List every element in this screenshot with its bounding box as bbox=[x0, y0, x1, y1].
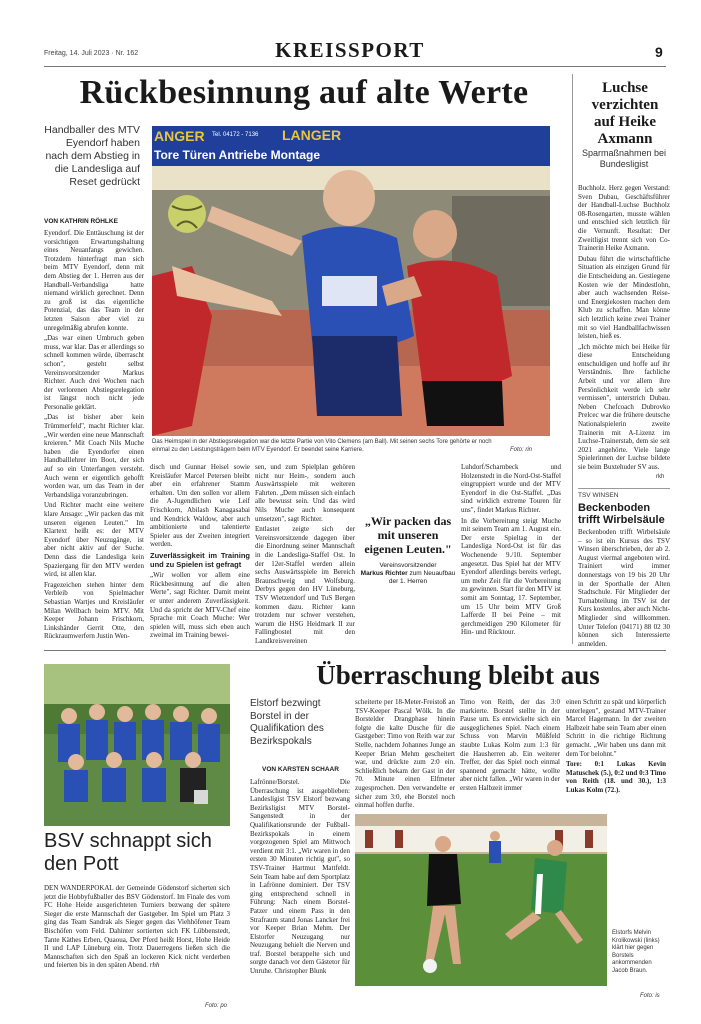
lead-paragraph: „Das ist bisher aber kein Trümmerfeld", macht Richter klar. „Wir werden eine neue Mannschaft kreieren." Mit Coach Nils Muche haben die Eyendorfer einen Handballlehrer im Boot, der sich auf so ein Unterfangen versteht. Auch wenn er eigentlich gehofft worden war, um das Team in der Verbandsliga voranzubringen. bbox=[44, 413, 144, 499]
football-photo bbox=[355, 814, 607, 986]
sidebar-paragraph: Dubau führt die wirtschaftliche Situation als einzigen Grund für die Entscheidung an. Gestiegene Kosten wie der Mindestlohn, aber auch wachsenden Reise- und Energiekosten machen dem Klub zu schaffen. Man könne sich letztlich keine zwei Trainer mit so viel Handballfachwissen leisten, hieß es. bbox=[578, 254, 670, 341]
brief-headline: Beckenboden trifft Wirbelsäule bbox=[578, 502, 665, 526]
bsv-text: DEN WANDERPOKAL der Gemeinde Gödenstorf sicherten sich jetzt die Hobbyfußballer des BSV Gödenstorf. Im Finale des vom FC Hohe Heide ausgerichteten Turniers bezwang der spätere Sieger die erste Mannschaft der Gastgeber. Im Spiel um Platz 3 ging das Team Sandrak als Sieger gegen das Viehhöfener Team Bischöfen vom Feld. Dahinter sortierten sich FK Lübbenstedt, Tante Käthes Erben, Quaoua, Der Pferd heißt Horst, Hohe Heide II und LAP Lüneburg ein. Trotz Dauerregens ließen sich die Mannschaften sich den Spaß an lockeren Kick nicht verderben und feierten bis in den späten Abend. bbox=[44, 884, 230, 970]
banner-slogan: Tore Türen Antriebe Montage bbox=[154, 148, 321, 162]
sidebar-brief-rule bbox=[578, 488, 670, 489]
second-goals: Tore: 0:1 Lukas Kevin Matuschek (5.), 0:2 und 0:3 Timo von Reith (18. und 30.), 1:3 Lukas Kolm (72.). bbox=[566, 760, 666, 794]
lead-column-4 bbox=[461, 463, 561, 641]
pull-quote-attribution bbox=[360, 562, 456, 586]
lead-photo-caption-text: Das Heimspiel in der Abstiegsrelegation war die letzte Partie von Vito Clemens (am Ball). Mit seinen sechs Tore gehörte er noch einmal zu den Leistungsträgern beim MTV Eyendorf. Er beendet seine Karriere. bbox=[152, 439, 492, 453]
pull-quote bbox=[360, 514, 456, 586]
lead-paragraph: Fragezeichen stehen hinter dem Verbleib von Spielmacher Sebastian Wartjes und Kreisläufer Milan Wellbach beim MTV. Mit Keeper Johann Frischkorn, Linkshänder Gerrit Otte, den Rückraumwerfern Justin Wen- bbox=[44, 580, 144, 641]
team-photo-illustration bbox=[44, 664, 230, 826]
handball-photo-illustration bbox=[152, 126, 550, 436]
lead-byline: VON KATHRIN RÖHLKE bbox=[44, 218, 118, 225]
second-column-4 bbox=[566, 698, 666, 810]
bsv-credit: rhh bbox=[149, 961, 160, 970]
lead-paragraph: Luhdorf/Scharnbeck und Holzenstedt in die Nord-Ost-Staffel eingruppiert wurde und der MTV Eyendorf in die Ost-Staffel. „Das sind wirklich extreme Touren für uns", findet Markus Richter. bbox=[461, 463, 561, 514]
second-deck: Elstorf bezwingt Borstel in der Qualifikation des Bezirkspokals bbox=[250, 698, 324, 747]
second-paragraph: Lafrönne/Borstel. Die Überraschung ist ausgeblieben: Landesligist TSV Elstorf bezwang Bezirksligist MTV Borstel-Sangenstedt in der Qualifikationsrunde der Fußball-Bezirkspokals in einem vorgezogenen Spiel am Mittwoch verdient mit 3:1. „Wir waren in den ersten 30 Minuten richtig gut", so TSV-Trainer Hartmut Mattfeldt. Sein Team habe auf dem Sportplatz in Lafrönne dominiert. Der TSV ging entsprechend schnell in Führung: Nach einem Borstel-Patzer und einem Pass in den Strafraum stand Jonas Lancker frei vor Keeper Brian Mehm. Der Elstorfer Neuzugang nur Neuzugang behielt die Nerven und traf. Borstel berappelte sich und sorgte danach vor dem Gästetor für Unruhe. Christopher Blunk bbox=[250, 778, 350, 976]
lead-paragraph: In die Vorbereitung steigt Muche mit seinem Team am 1. August ein. Der erste Spieltag in der Landesliga Nord-Ost ist für das Wochenende 9./10. September angesetzt. Das Spiel hat der MTV Eyendorf allerdings bereits verlegt, um mehr Zeit für die Vorbereitung zu gewinnen. Start für den MTV ist somit am Sonntag, 17. September, um 15 Uhr beim MTV Groß Lafferde II bei Peine – mit gerchmeidigen 290 Kilometer für Hin- und Rücktour. bbox=[461, 516, 561, 637]
banner-phone: Tel. 04172 - 7136 bbox=[212, 132, 259, 138]
lead-paragraph: sen, und zum Spielplan gehören nicht nur Heim-, sondern auch Auswärtsspiele mit weiteren Fahrten. „Dem müssen sich einfach alle bewusst sein. Und das wird Nils Muche auch konsequent umsetzen", sagt Richter. bbox=[255, 463, 355, 523]
lead-column-1 bbox=[44, 229, 144, 639]
lead-paragraph: „Wir wollen vor allem eine Rückbesinnung auf die alten Werte", sagt Richter. Damit meint er unter anderem Zuverlässigkeit. Und da spricht der MTV-Chef eine Sprache mit Coach Muche: Wer spielen will, muss sich eben auch zweimal im Training bewei- bbox=[150, 571, 250, 640]
dateline: Freitag, 14. Juli 2023 · Nr. 162 bbox=[44, 50, 139, 57]
second-headline: Überraschung bleibt aus bbox=[316, 660, 600, 690]
lead-photo-credit: Foto: rin bbox=[510, 447, 533, 453]
football-photo-credit: Foto: is bbox=[640, 993, 660, 999]
bsv-paragraph bbox=[44, 884, 230, 970]
bsv-headline: BSV schnappt sich den Pott bbox=[44, 830, 212, 875]
football-photo-illustration bbox=[355, 814, 607, 986]
pull-quote-role: Vereinsvorsitzender bbox=[379, 562, 437, 569]
section-title: KREISSPORT bbox=[275, 38, 425, 62]
brief-body bbox=[578, 528, 670, 648]
lead-paragraph: „Das war einen Umbruch geben muss, war klar. Das er allerdings so schnell kommen würde, überrascht schon", gesteht selbst Vereinsvorsitzender Markus Richter. Auch drei Wochen nach der verlorenen Abstiegsrelegation ist längst noch nicht jede Personalie geklärt. bbox=[44, 334, 144, 411]
sidebar-paragraph: Buchholz. Herz gegen Verstand: Sven Dubau, Geschäftsführer der Handball-Luchse Buchholz 08-Rosengarten, musste wählen und entschied sich letztlich für die Vernunft. Resultat: Der Zweitligist trennt sich von Co-Trainerin Heike Axmann. bbox=[578, 184, 670, 253]
second-column-3 bbox=[460, 698, 560, 810]
lead-paragraph: Und Richter macht eine weitere klare Ansage: „Wir packen das mit unseren eigenen Leuten." Im Klartext heißt es: der MTV Eyendorf über Neuzugänge, ist aber nicht aktiv auf der Suche. Denn dass die Landesliga kein Spaziergang für den MTV werden wird, ist allen klar. bbox=[44, 501, 144, 579]
lead-photo-caption bbox=[152, 439, 507, 454]
second-paragraph: Timo von Reith, der das 3:0 markierte. Borstel stellte in der Pause um. Es entwickelte sich ein ausgeglichenes Spiel. Nach einem Schuss von Marvin Müßfeld staubte Lukas Kolm zum 1:3 für die Hausherren ab. Ein weiterer Treffer, der das Spiel noch einmal spannend gemacht hätte, wollte aber nicht fallen. „Wir waren in der ersten Halbzeit immer bbox=[460, 698, 560, 792]
pull-quote-text: „Wir packen das mit unseren eigenen Leuten." bbox=[364, 514, 452, 556]
football-photo-caption: Elstorfs Melvin Krolikowski (links) klärt hier gegen Borstels ankommenden Jacob Braun. bbox=[612, 930, 660, 974]
second-column-1 bbox=[250, 778, 350, 1008]
lead-deck: Handballer des MTV Eyendorf haben nach dem Abstieg in die Landesliga auf Reset gedrückt bbox=[44, 124, 140, 188]
sidebar-credit: rkh bbox=[656, 474, 665, 480]
banner-right-text: LANGER bbox=[282, 127, 342, 143]
header-rule bbox=[44, 66, 666, 67]
lead-headline: Rückbesinnung auf alte Werte bbox=[79, 74, 529, 111]
page-number: 9 bbox=[655, 44, 663, 60]
brief-rubric: TSV WINSEN bbox=[578, 492, 619, 499]
pull-quote-tail: zum Neuaufbau der 1. Herren bbox=[388, 570, 456, 585]
lead-paragraph: Eyendorf. Die Enttäuschung ist der vorsichtigen Erwartungshaltung eines Neuanfangs gewichen. Trotzdem hinterfragt man sich beim MTV Eyendorf, denn mit dem Abstieg der 1. Herren aus der Handball-Verbandsliga hatte niemand wirklich gerechnet. Denn zu groß ist das eigentliche Potenzial, das das Team in der letzten Saison aber viel zu unregelmäßig abrufen konnte. bbox=[44, 229, 144, 332]
second-paragraph: scheiterte per 18-Meter-Freistoß an TSV-Keeper Pascal Wölk. In die Borstelder Drangphase hinein folgte die kalte Dusche für die Gastgeber: Timo von Reith war zur Stelle, nachdem Johannes Junge an Keeper Brian Mehm gescheitert war, und drückte zum 2:0 ein. Schließlich bekam der Gast in der 70. Minute einen Elfmeter zugesprochen. Den verwandelte er sicher zum 3:0, ehe Borstel noch einmal hoffen durfte. bbox=[355, 698, 455, 810]
second-column-2 bbox=[355, 698, 455, 810]
sidebar-subtitle: Sparmaßnahmen bei Bundesligist bbox=[581, 148, 667, 169]
banner-left-text: ANGER bbox=[154, 128, 205, 144]
bsv-body bbox=[44, 884, 230, 1002]
team-photo bbox=[44, 664, 230, 826]
sidebar-paragraph: „Ich möchte mich bei Heike für diese Entscheidung entschuldigen und hoffe auf ihr Verständnis. Ihre fachliche Arbeit und vor allem ihre Persönlichkeit werde ich sehr vermissen", unterstrich Dubau. Neben Chefcoach Dubrovko Prelcec war die frühere deutsche Nationalspielerin zweite Trainerin mit A-Lizenz im Luchse-Trainerstab, dem sie seit 2021 angehörte. Viele lange Spielerinnen der Luchse bildete sie beim Buxtehuder SV aus. bbox=[578, 342, 670, 471]
lead-column-3 bbox=[255, 463, 355, 645]
team-photo-credit: Foto: po bbox=[205, 1003, 228, 1009]
second-byline: VON KARSTEN SCHAAR bbox=[262, 766, 339, 773]
second-paragraph: einen Schritt zu spät und körperlich unterlegen", gestand MTV-Trainer Marcel Hagemann. In der zweiten Halbzeit habe sein Team aber einen Schritt in die richtige Richtung gemacht. „Wir haben uns dann mit dem Tor belohnt." bbox=[566, 698, 666, 758]
sidebar-divider bbox=[572, 74, 573, 644]
pull-quote-name: Markus Richter bbox=[360, 570, 408, 577]
sidebar-headline: Luchse verzichten auf Heike Axmann bbox=[591, 80, 659, 147]
brief-paragraph: Beckenboden trifft Wirbelsäule – so ist ein Kursus des TSV Winsen überschrieben, der ab 2. August viermal angeboten wird. Trainiert wird immer donnerstags von 19 bis 20 Uhr in der Sporthalle der Alten Stadtschule. Für Mitglieder der Turnabteilung im TSV ist der Kurs kostenlos, aber auch Nicht-Mitglieder sind willkommen. Unter Telefon (04171) 88 02 30 können sich Interessierte anmelden. bbox=[578, 528, 670, 648]
lead-column-2 bbox=[150, 463, 250, 641]
lead-paragraph: disch und Gunnar Heisel sowie Kreisläufer Marcel Petersen bleibt aber ein erfahrener Stamm erhalten. Um den sollen vor allem die A-Jugendlichen wie Leif Frischkorn, Abilash Kanagasabai und Kendrick Waldow, aber auch ambitionierte und talentierte Spieler aus der Zweiten integriert werden. bbox=[150, 463, 250, 549]
section-divider bbox=[44, 650, 666, 651]
handball-photo bbox=[152, 126, 550, 436]
lead-paragraph: Entlastet zeigte sich der Vereinsvorsitzende dagegen über die Einordnung seiner Mannschaft in die Landesliga-Staffel Ost. In der 12er-Staffel werden allein sechs Auswärtsspiele im Bereich Braunschweig und Wolfsburg. Derbys gegen den HV Lüneburg, TSV Wietzendorf und TuS Bergen kommen dazu. Richter kann trotzdem nur schwer verstehen, warum die HSG Heidmark II zur Fallingbostel mit den Landkreisvereinen bbox=[255, 525, 355, 645]
lead-subhead: Zuverlässigkeit im Training und zu Spielen ist gefragt bbox=[150, 550, 250, 569]
sidebar-body bbox=[578, 184, 670, 474]
